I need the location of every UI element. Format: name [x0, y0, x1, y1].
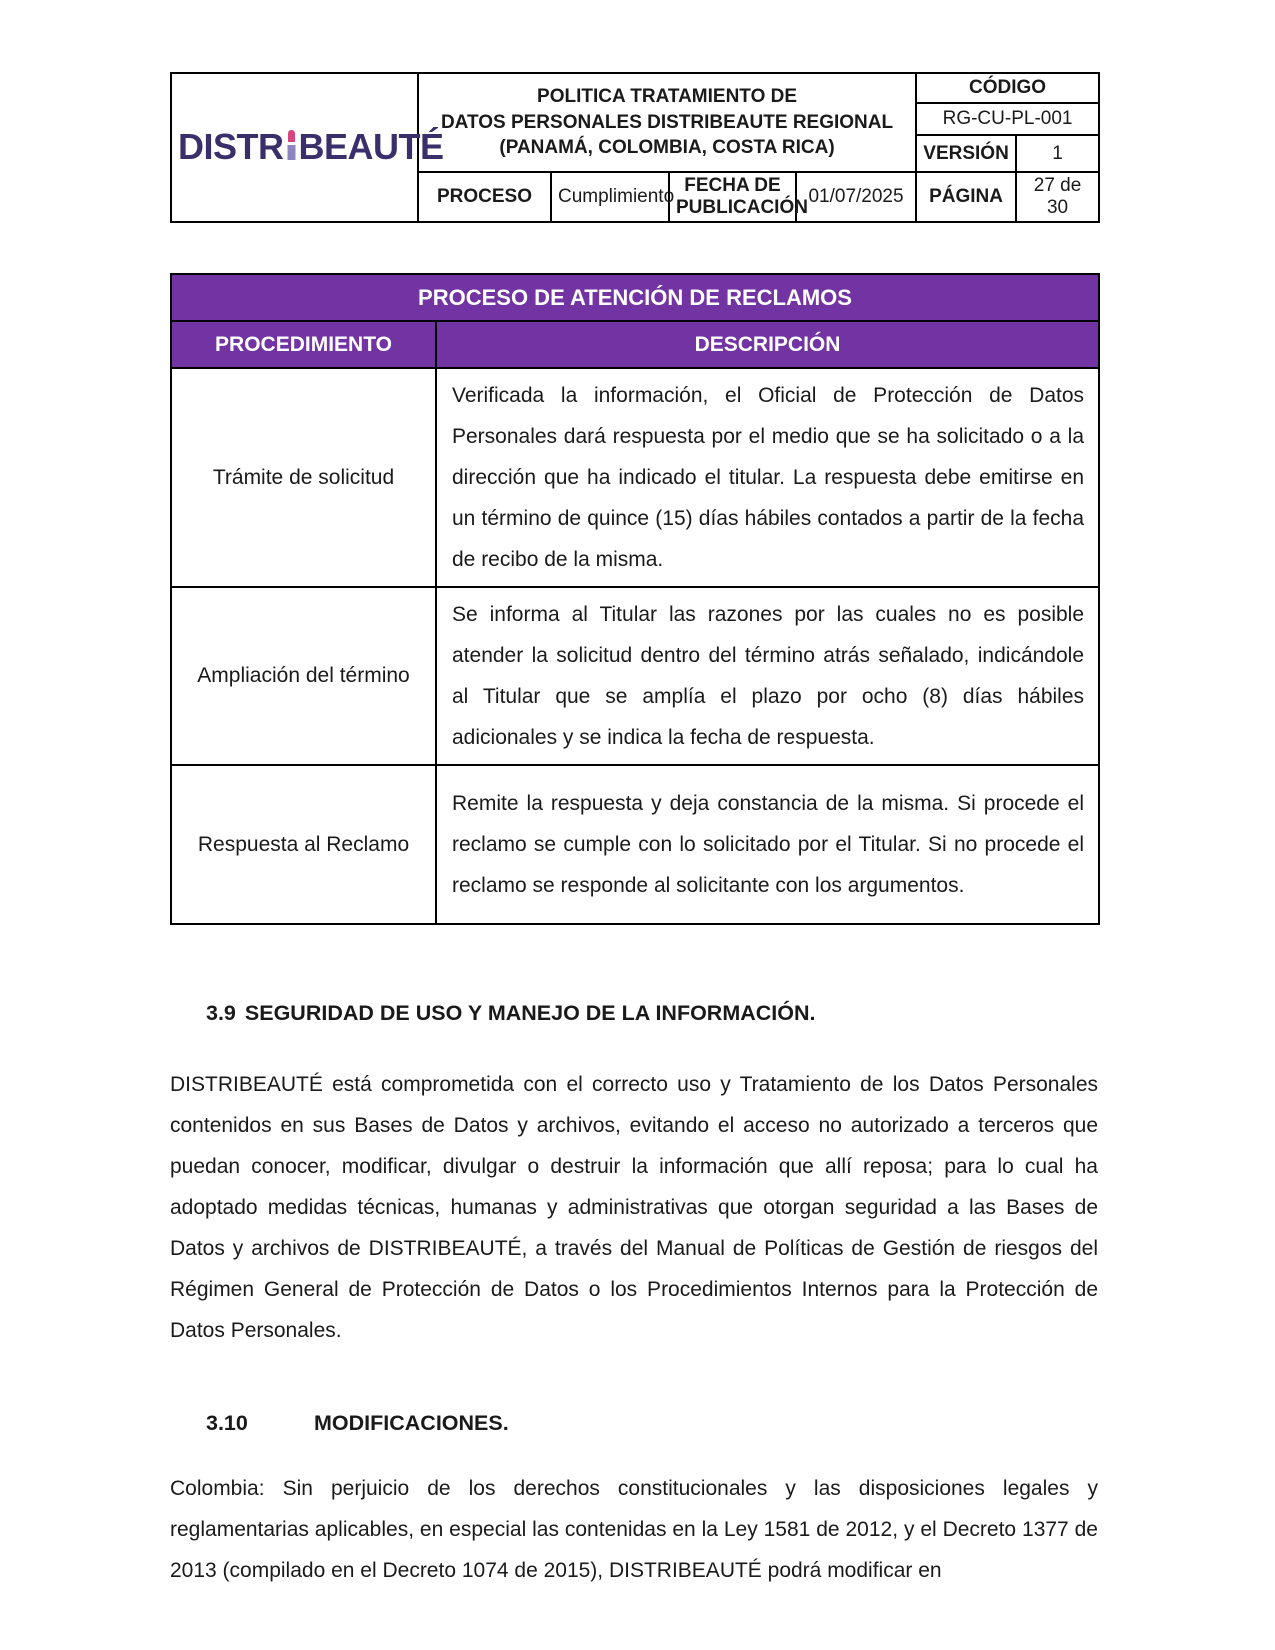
- table-row: [171, 765, 1099, 924]
- proceso-label: PROCESO: [418, 172, 551, 222]
- title-line-1: POLITICA TRATAMIENTO DE: [537, 86, 798, 108]
- claims-process-table: [170, 273, 1100, 925]
- document-title: [418, 73, 916, 172]
- section-number: 3.9: [206, 1001, 236, 1025]
- codigo-value: RG-CU-PL-001: [916, 103, 1099, 135]
- claims-table-title: PROCESO DE ATENCIÓN DE RECLAMOS: [171, 274, 1099, 321]
- column-header-procedimiento: PROCEDIMIENTO: [171, 321, 436, 368]
- procedimiento-cell: Trámite de solicitud: [171, 368, 436, 587]
- procedimiento-cell: Respuesta al Reclamo: [171, 765, 436, 924]
- version-label: VERSIÓN: [916, 135, 1016, 172]
- logo-text-left: DISTR: [178, 126, 284, 167]
- logo-cell: [171, 73, 444, 222]
- section-number: 3.10: [206, 1411, 248, 1435]
- pagina-label: PÁGINA: [916, 172, 1016, 222]
- title-line-2: DATOS PERSONALES DISTRIBEAUTE REGIONAL: [440, 111, 894, 133]
- column-header-descripcion: DESCRIPCIÓN: [436, 321, 1099, 368]
- fecha-publicacion-value: 01/07/2025: [796, 172, 916, 222]
- table-row: [171, 368, 1099, 587]
- descripcion-cell: Verificada la información, el Oficial de Protección de Datos Personales dará respuesta por el medio que se ha solicitado o a la dirección que ha indicado el titular. La respuesta debe emitirse en un término de quince (15) días hábiles contados a partir de la fecha de recibo de la misma.: [436, 368, 1099, 587]
- proceso-value: Cumplimiento: [551, 172, 669, 222]
- page-content: [170, 0, 1098, 1591]
- procedimiento-cell: Ampliación del término: [171, 587, 436, 765]
- section-heading-3-10: [170, 1411, 1098, 1436]
- descripcion-cell: Se informa al Titular las razones por las cuales no es posible atender la solicitud dentro del término atrás señalado, indicándole al Titular que se amplía el plazo por ocho (8) días hábiles adicionales y se indica la fecha de respuesta.: [436, 587, 1099, 765]
- version-value: 1: [1016, 135, 1099, 172]
- table-row: [171, 587, 1099, 765]
- pagina-value: 27 de 30: [1016, 172, 1099, 222]
- section-heading-3-9: [170, 1001, 1098, 1026]
- lipstick-i-icon: [286, 127, 297, 169]
- section-title: MODIFICACIONES.: [314, 1411, 509, 1435]
- fecha-publicacion-label: FECHA DE PUBLICACIÓN: [669, 172, 796, 222]
- descripcion-cell: Remite la respuesta y deja constancia de la misma. Si procede el reclamo se cumple con lo solicitado por el Titular. Si no procede el reclamo se responde al solicitante con los argumentos.: [436, 765, 1099, 924]
- codigo-label: CÓDIGO: [916, 73, 1099, 103]
- logo-text-right: BEAUTÉ: [298, 126, 444, 167]
- section-3-9-paragraph: DISTRIBEAUTÉ está comprometida con el correcto uso y Tratamiento de los Datos Personales contenidos en sus Bases de Datos y archivos, evitando el acceso no autorizado a terceros que puedan conocer, modificar, divulgar o destruir la información que allí reposa; para lo cual ha adoptado medidas técnicas, humanas y administrativas que otorgan seguridad a las Bases de Datos y archivos de DISTRIBEAUTÉ, a través del Manual de Políticas de Gestión de riesgos del Régimen General de Protección de Datos o los Procedimientos Internos para la Protección de Datos Personales.: [170, 1073, 1098, 1342]
- section-3-10-paragraph: Colombia: Sin perjuicio de los derechos constitucionales y las disposiciones legales y reglamentarias aplicables, en especial las contenidas en la Ley 1581 de 2012, y el Decreto 1377 de 2013 (compilado en el Decreto 1074 de 2015), DISTRIBEAUTÉ podrá modificar en: [170, 1477, 1098, 1582]
- title-line-3: (PANAMÁ, COLOMBIA, COSTA RICA): [499, 137, 835, 159]
- distribeaute-logo: [178, 126, 444, 167]
- document-header-table: [170, 72, 1100, 223]
- section-title: SEGURIDAD DE USO Y MANEJO DE LA INFORMACIÓN.: [244, 1001, 816, 1025]
